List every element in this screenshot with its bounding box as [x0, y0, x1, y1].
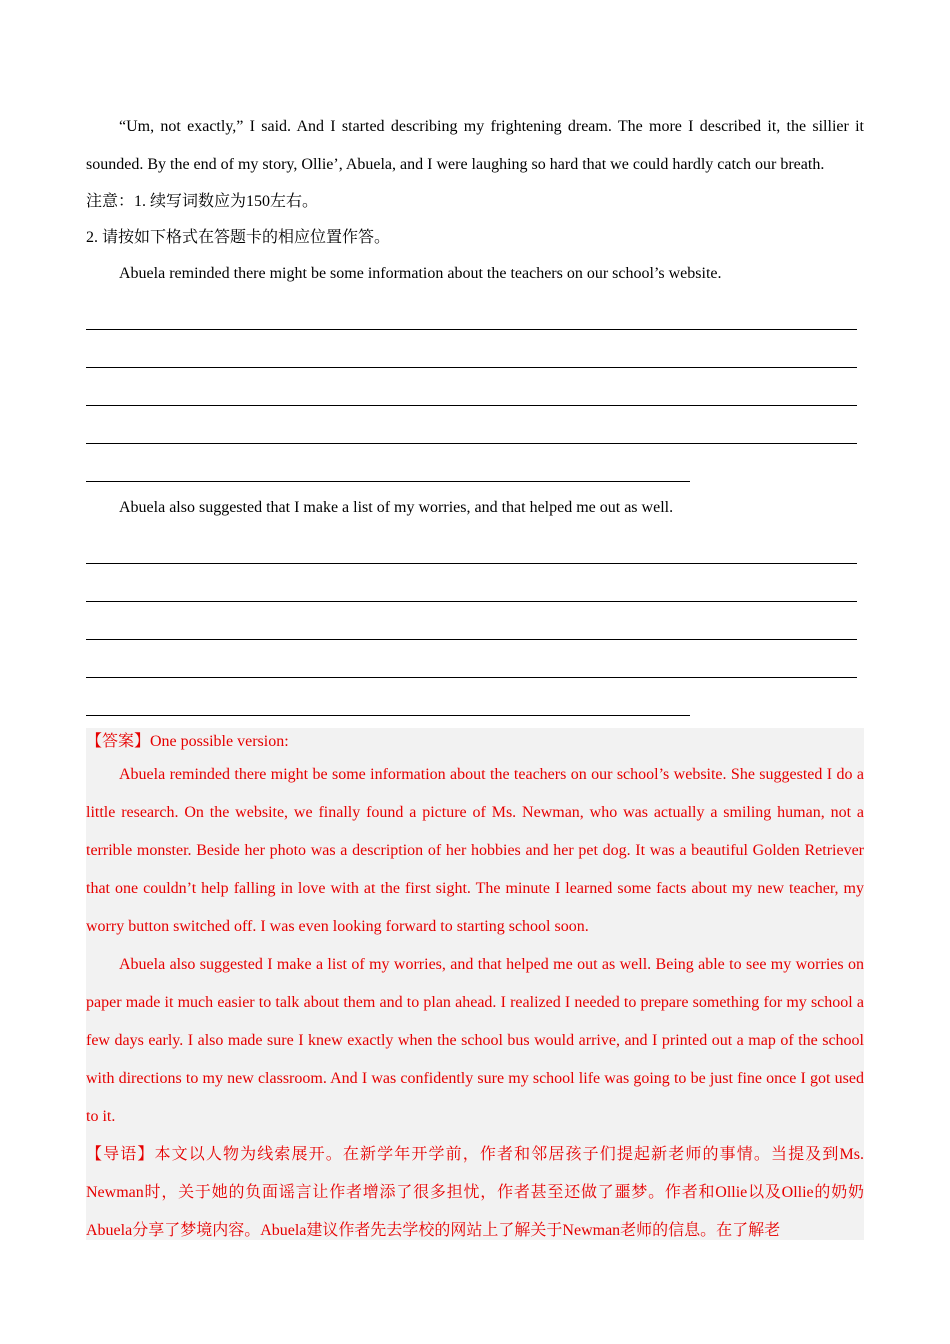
writing-line[interactable] [86, 564, 857, 602]
answer-lines-1[interactable] [86, 292, 864, 482]
writing-line[interactable] [86, 444, 690, 482]
document-page [86, 108, 864, 1240]
answer-paragraph-2: Abuela also suggested I make a list of my worries, and that helped me out as well. Being able to see my worries on paper made it much easier to talk about them and to plan ahead. I realized I needed to prepare something for my school a few days early. I also made sure I knew exactly when the school bus would arrive, and I printed out a map of the school with directions to my new classroom. And I was confidently sure my school life was going to be just fine once I got used to it. [86, 956, 864, 1125]
writing-line[interactable] [86, 602, 857, 640]
writing-line[interactable] [86, 330, 857, 368]
answer-paragraph-1: Abuela reminded there might be some information about the teachers on our school’s website. She suggested I do a little research. On the website, we finally found a picture of Ms. Newman, who was actually a smiling human, not a terrible monster. Beside her photo was a description of her hobbies and her pet dog. It was a beautiful Golden Retriever that one couldn’t help falling in love with at the first sight. The minute I learned some facts about my new teacher, my worry button switched off. I was even looking forward to starting school soon. [86, 766, 864, 935]
writing-line[interactable] [86, 406, 857, 444]
answer-heading: 【答案】One possible version: [86, 733, 289, 750]
answer-lines-2[interactable] [86, 526, 864, 716]
writing-line[interactable] [86, 678, 690, 716]
writing-line[interactable] [86, 640, 857, 678]
prompt-paragraph-1: Abuela reminded there might be some information about the teachers on our school’s website. [119, 265, 722, 282]
answer-section [86, 728, 864, 1240]
note-word-count: 注意：1. 续写词数应为150左右。 [86, 193, 319, 210]
writing-line[interactable] [86, 292, 857, 330]
note-format: 2. 请按如下格式在答题卡的相应位置作答。 [86, 229, 391, 246]
writing-line[interactable] [86, 526, 857, 564]
guide-paragraph: 【导语】本文以人物为线索展开。在新学年开学前，作者和邻居孩子们提起新老师的事情。当提及到Ms. Newman时，关于她的负面谣言让作者增添了很多担忧，作者甚至还做了噩梦。作者和Ollie以及Ollie的奶奶Abuela分享了梦境内容。Abuela建议作者先去学校的网站上了解关于Newman老师的信息。在了解老 [86, 1146, 864, 1239]
prompt-paragraph-2: Abuela also suggested that I make a list of my worries, and that helped me out as well. [119, 499, 674, 516]
writing-line[interactable] [86, 368, 857, 406]
story-ending-paragraph: “Um, not exactly,” I said. And I started describing my frightening dream. The more I described it, the sillier it sounded. By the end of my story, Ollie’, Abuela, and I were laughing so hard that we could hardly catch our breath. [86, 118, 864, 173]
